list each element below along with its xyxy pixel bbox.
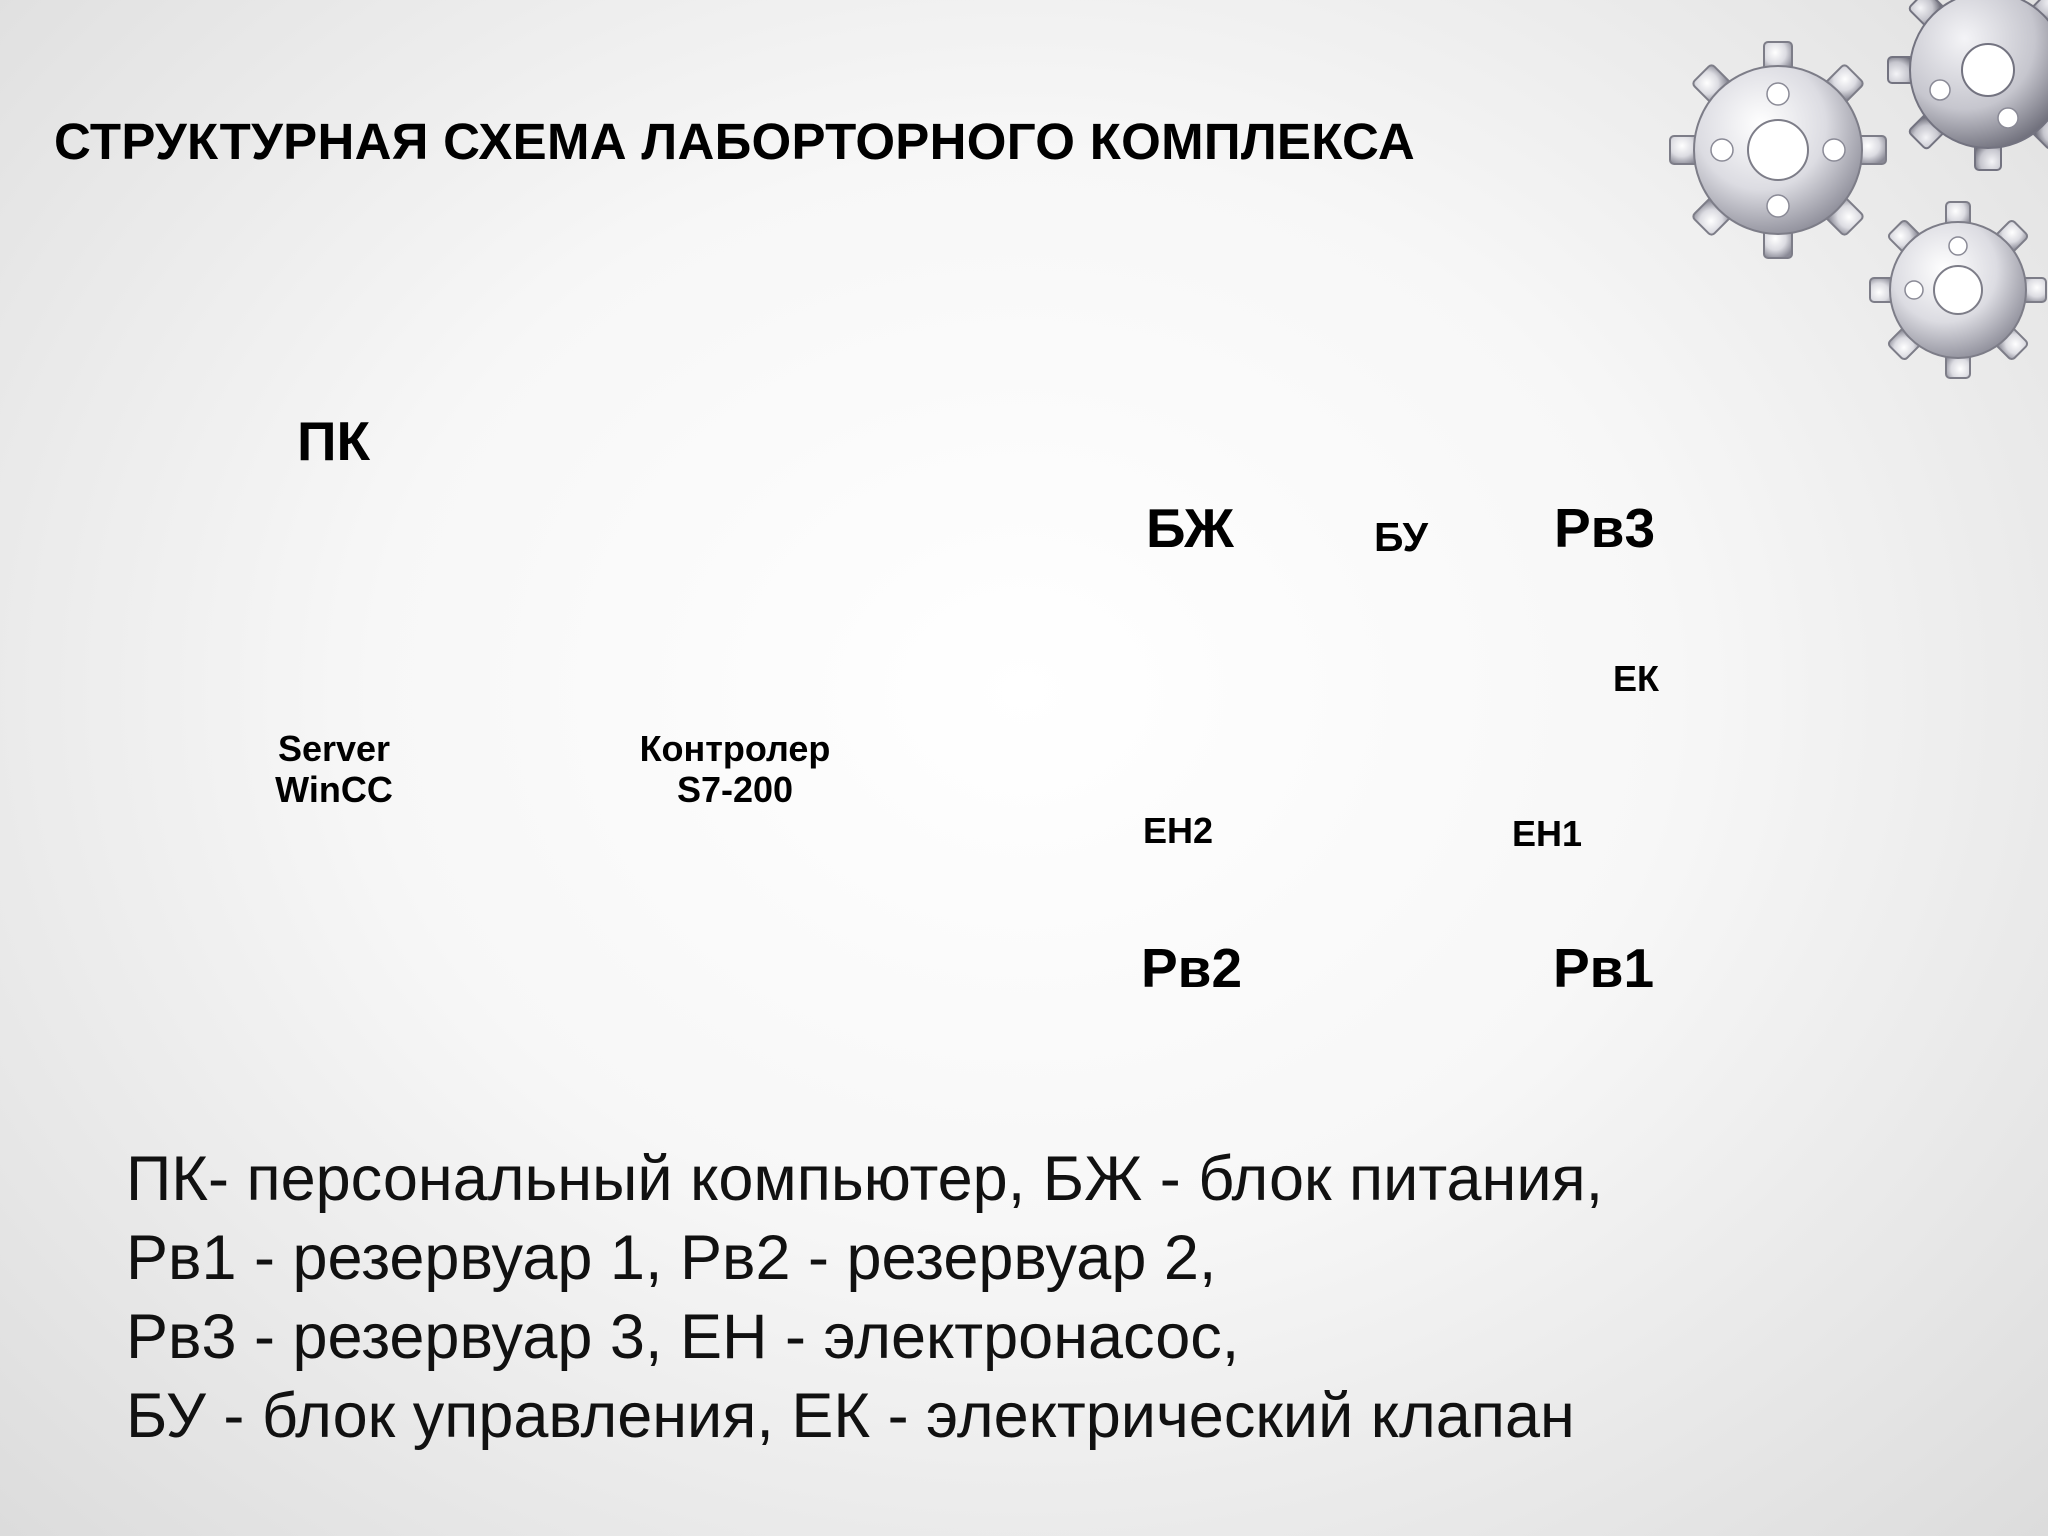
- label-rv3: Рв3: [1554, 497, 1656, 559]
- label-bu: БУ: [1374, 514, 1428, 560]
- label-ek: ЕК: [1613, 658, 1659, 699]
- label-rv1: Рв1: [1553, 937, 1655, 999]
- gears-icon: [1658, 0, 2048, 380]
- label-eh2: ЕН2: [1143, 810, 1214, 851]
- label-rv2: Рв2: [1141, 937, 1243, 999]
- label-server-line2: WinCC: [275, 769, 393, 811]
- legend-line: Рв3 - резервуар 3, ЕН - электронасос,: [126, 1302, 1240, 1372]
- label-server-line1: Server: [277, 728, 391, 769]
- label-controller-line2: S7-200: [676, 769, 794, 811]
- label-controller: [628, 728, 842, 811]
- legend-line: ПК- персональный компьютер, БЖ - блок питания,: [126, 1144, 1604, 1214]
- label-pk: ПК: [297, 410, 371, 472]
- label-server: [268, 728, 400, 811]
- slide-title: СТРУКТУРНАЯ СХЕМА ЛАБОРТОРНОГО КОМПЛЕКСА: [54, 113, 1415, 170]
- label-eh1: ЕН1: [1512, 813, 1583, 854]
- legend: [126, 1140, 1603, 1456]
- label-controller-line1: Контролер: [639, 728, 831, 769]
- legend-line: Рв1 - резервуар 1, Рв2 - резервуар 2,: [126, 1223, 1217, 1293]
- label-bzh: БЖ: [1146, 497, 1234, 559]
- legend-line: БУ - блок управления, ЕК - электрический клапан: [126, 1381, 1575, 1451]
